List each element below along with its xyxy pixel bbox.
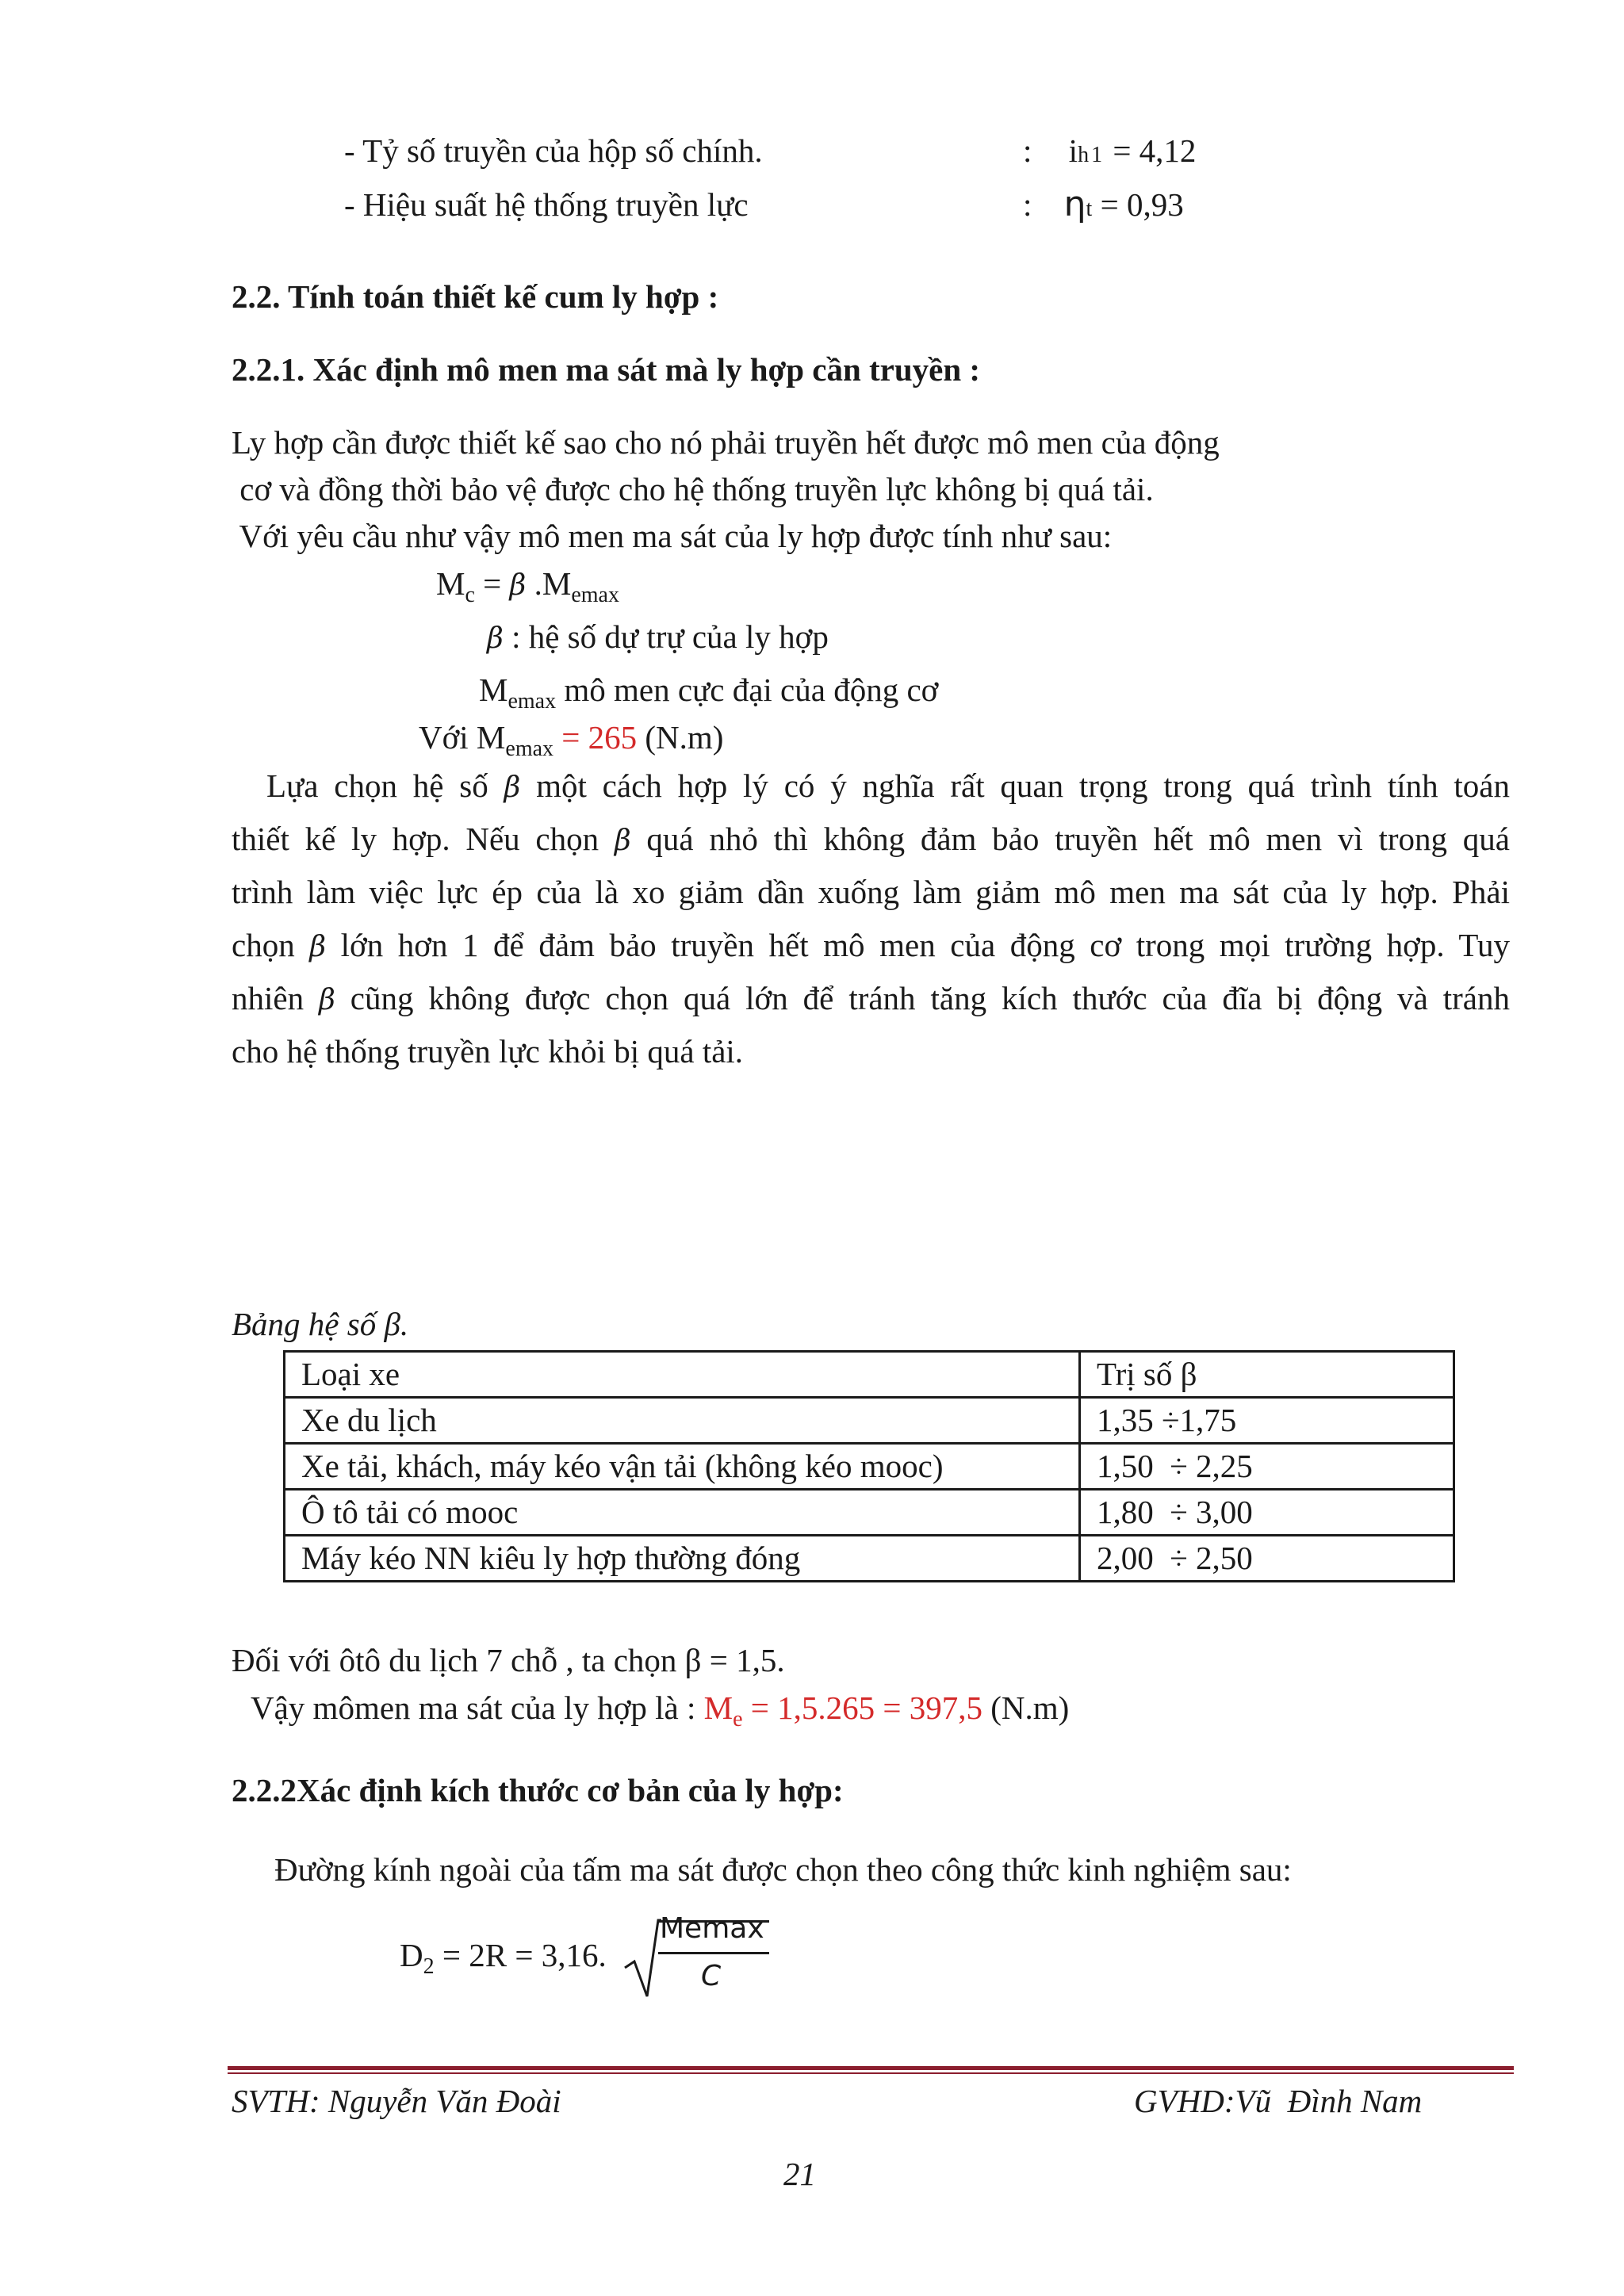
result-label: Vậy mômen ma sát của ly hợp là :: [251, 1689, 704, 1726]
table-row: [285, 1536, 1454, 1582]
result-line: [251, 1689, 1069, 1733]
formula-beta-desc: [487, 618, 829, 656]
param-row-2: [344, 186, 749, 224]
table-cell: 1,50 ÷ 2,25: [1080, 1444, 1454, 1490]
subscript: c: [465, 583, 475, 607]
m-symbol: .M: [526, 565, 572, 602]
table-row: [285, 1444, 1454, 1490]
sqrt-icon: [623, 1917, 661, 1999]
description: mô men cực đại của động cơ: [556, 672, 939, 708]
table-cell: Xe tải, khách, máy kéo vận tải (không kéo mooc): [285, 1444, 1080, 1490]
symbol-eta: η: [1063, 184, 1086, 224]
m-symbol: M: [436, 565, 465, 602]
subscript: emax: [505, 737, 554, 761]
table-header-row: [285, 1352, 1454, 1398]
page-number: 21: [783, 2156, 816, 2192]
text: thiết kế ly hợp. Nếu chọn: [232, 821, 615, 857]
para-line: trình làm việc lực ép của là xo giảm dần xuống làm giảm mô men ma sát của ly hợp. Phải: [232, 874, 1510, 910]
table-header-cell: Trị số β: [1080, 1352, 1454, 1398]
text: chọn: [232, 927, 310, 963]
footer-advisor: GVHD:Vũ Đình Nam: [1134, 2083, 1423, 2119]
subscript: emax: [508, 689, 557, 714]
colon: :: [1023, 186, 1032, 223]
value: = 4,12: [1113, 132, 1197, 169]
text: cũng không được chọn quá lớn để tránh tăng kích thước của đĩa bị động và tránh: [335, 980, 1510, 1016]
table-cell: 1,35 ÷1,75: [1080, 1398, 1454, 1444]
text: lớn hơn 1 để đảm bảo truyền hết mô men của động cơ trong mọi trường hợp. Tuy: [326, 927, 1511, 963]
param-value-1: [1023, 132, 1196, 170]
table-caption: Bảng hệ số β.: [232, 1306, 409, 1342]
intro-line-1: Ly hợp cần được thiết kế sao cho nó phải truyền hết được mô men của động: [232, 424, 1220, 461]
table-cell: 1,80 ÷ 3,00: [1080, 1490, 1454, 1536]
value-265: = 265: [553, 719, 638, 756]
footer-rule-thin: [228, 2072, 1514, 2074]
beta-paragraph: [232, 760, 1510, 1078]
table-row: [285, 1490, 1454, 1536]
heading-2-2-2: 2.2.2Xác định kích thước cơ bản của ly hợp:: [232, 1772, 844, 1808]
para-line: cho hệ thống truyền lực khỏi bị quá tải.: [232, 1033, 744, 1070]
table-cell: 2,00 ÷ 2,50: [1080, 1536, 1454, 1582]
table-row: [285, 1398, 1454, 1444]
intro-line-3: Với yêu cầu như vậy mô men ma sát của ly hợp được tính như sau:: [232, 518, 1113, 554]
intro-line-2: cơ và đồng thời bảo vệ được cho hệ thống truyền lực không bị quá tải.: [232, 471, 1154, 507]
m-symbol: M: [703, 1689, 733, 1726]
equation: = 2R = 3,16.: [434, 1937, 607, 1973]
beta-symbol: β: [504, 771, 521, 804]
symbol-i: i: [1068, 132, 1078, 169]
beta-table: [283, 1350, 1455, 1582]
beta-symbol: β: [319, 984, 335, 1016]
beta-symbol: β: [614, 825, 631, 857]
table-cell: Ô tô tải có mooc: [285, 1490, 1080, 1536]
param-label: - Tỷ số truyền của hộp số chính.: [344, 132, 763, 169]
formula-mc: [436, 564, 619, 609]
param-label: - Hiệu suất hệ thống truyền lực: [344, 186, 749, 223]
beta-symbol: β: [487, 622, 504, 655]
subscript: h1: [1078, 143, 1105, 167]
d-symbol: D: [400, 1937, 423, 1973]
para-line: [232, 972, 1510, 1025]
beta-choice: Đối với ôtô du lịch 7 chỗ , ta chọn β = 1,5.: [232, 1642, 785, 1678]
text: nhiên: [232, 980, 320, 1016]
table-header-cell: Loại xe: [285, 1352, 1080, 1398]
table-cell: Xe du lịch: [285, 1398, 1080, 1444]
para-line: [232, 919, 1510, 972]
formula-memax-value: [419, 718, 723, 763]
table-cell: Máy kéo NN kiêu ly hợp thường đóng: [285, 1536, 1080, 1582]
result-value: = 1,5.265 = 397,5: [742, 1689, 983, 1726]
diameter-formula: [400, 1936, 607, 1980]
para-line: [232, 813, 1510, 866]
subscript: emax: [571, 583, 619, 607]
with-label: Với M: [419, 719, 506, 756]
subscript: e: [733, 1707, 743, 1732]
subscript: 2: [423, 1954, 435, 1979]
text: quá nhỏ thì không đảm bảo truyền hết mô men vì trong quá: [630, 821, 1510, 857]
beta-symbol: β: [309, 931, 327, 963]
diameter-text: Đường kính ngoài của tấm ma sát được chọn theo công thức kinh nghiệm sau:: [274, 1851, 1292, 1888]
colon: :: [1023, 132, 1032, 169]
formula-memax-desc: [479, 671, 938, 715]
heading-2-2-1: 2.2.1. Xác định mô men ma sát mà ly hợp cần truyền :: [232, 351, 981, 388]
text: Lựa chọn hệ số: [266, 767, 504, 804]
subscript: t: [1086, 197, 1093, 221]
para-line: [232, 760, 1510, 813]
unit: (N.m): [637, 719, 724, 756]
fraction-denominator: C: [701, 1960, 722, 1992]
m-symbol: M: [479, 672, 508, 708]
param-value-2: [1023, 184, 1184, 226]
text: một cách hợp lý có ý nghĩa rất quan trọng trong quá trình tính toán: [520, 767, 1510, 804]
unit: (N.m): [982, 1689, 1070, 1726]
footer-student: SVTH: Nguyễn Văn Đoài: [232, 2083, 561, 2119]
fraction-bar: [658, 1952, 769, 1954]
footer-rule: [228, 2066, 1514, 2070]
value: = 0,93: [1100, 186, 1184, 223]
equals: =: [474, 565, 510, 602]
heading-2-2: 2.2. Tính toán thiết kế cum ly hợp :: [232, 278, 719, 315]
beta-symbol: β: [509, 569, 527, 602]
description: : hệ số dự trự của ly hợp: [503, 618, 829, 655]
param-row-1: [344, 132, 763, 170]
fraction-numerator: Memax: [660, 1912, 764, 1945]
